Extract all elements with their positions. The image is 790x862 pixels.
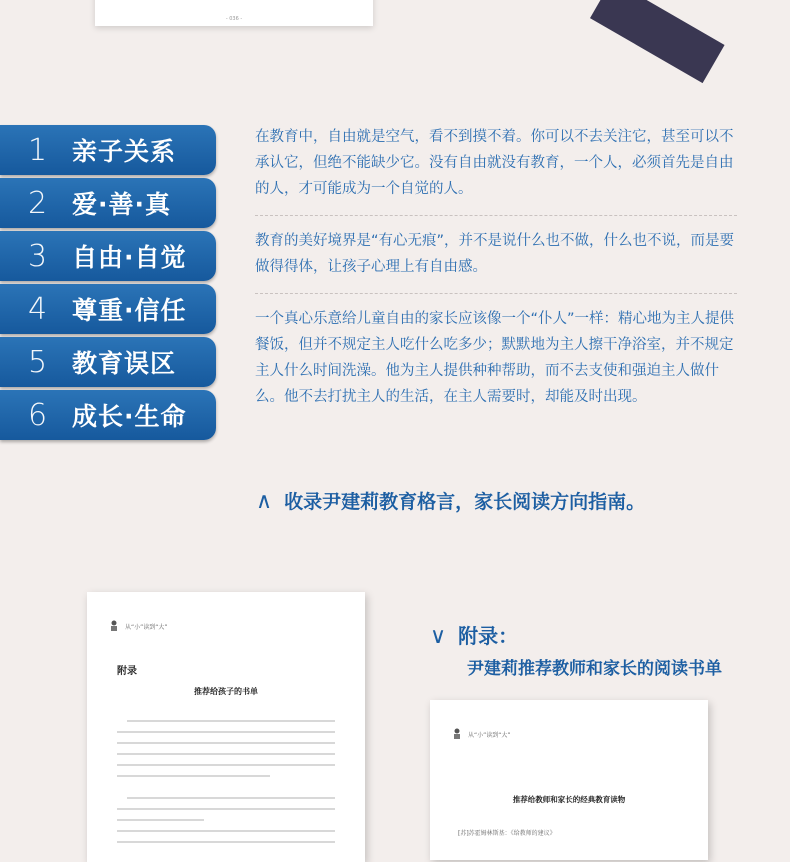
chapter-number: 5 (28, 344, 48, 380)
book-page-appendix (87, 592, 365, 862)
appendix-title: 附录： (458, 624, 519, 648)
chapter-number: 4 (28, 291, 48, 327)
chapter-tab-2 (0, 178, 216, 228)
quotes-panel (255, 124, 737, 410)
chapter-label: 尊重·信任 (72, 296, 187, 325)
chapter-label: 教育误区 (72, 349, 177, 378)
chapter-tab-4 (0, 284, 216, 334)
appendix-subtitle: 尹建莉推荐教师和家长的阅读书单 (467, 659, 722, 679)
caret-up-icon: ∧ (256, 489, 273, 514)
chapter-number: 2 (28, 185, 48, 221)
page-header-text: 从“小”读到“大” (125, 623, 168, 631)
chapter-label: 亲子关系 (72, 137, 177, 166)
reading-figure-icon (109, 620, 119, 632)
dashed-divider (255, 293, 737, 294)
book-entry: [苏]苏霍姆林斯基：《给教师的建议》 (458, 830, 556, 837)
chapter-label: 成长·生命 (72, 402, 187, 431)
dashed-divider (255, 215, 737, 216)
reading-figure-icon (452, 728, 462, 740)
chapter-tab-3 (0, 231, 216, 281)
appendix-heading (430, 620, 722, 679)
chapter-tab-6 (0, 390, 216, 440)
text-lines (117, 720, 335, 786)
chapter-label: 自由·自觉 (72, 243, 187, 272)
chapter-number: 1 (28, 132, 48, 168)
chapter-tabs (0, 125, 216, 443)
chapter-label: 爱·善·真 (72, 190, 171, 219)
chapter-tab-1 (0, 125, 216, 175)
chapter-tab-5 (0, 337, 216, 387)
chapter-number: 3 (28, 238, 48, 274)
quote-text: 教育的美好境界是“有心无痕”，并不是说什么也不做，什么也不说，而是要做得得体，让孩子心理上有自由感。 (255, 233, 735, 275)
chapter-number: 6 (28, 397, 48, 433)
quote-text: 在教育中，自由就是空气，看不到摸不着。你可以不去关注它，甚至可以不承认它，但绝不能缺少它。没有自由就没有教育，一个人，必须首先是自由的人，才可能成为一个自觉的人。 (255, 129, 734, 197)
page-subtitle: 推荐给孩子的书单 (194, 686, 258, 696)
book-page-top (95, 0, 373, 26)
caret-down-icon: ∨ (430, 624, 447, 649)
quote-text: 一个真心乐意给儿童自由的家长应该像一个“仆人”一样：精心地为主人提供餐饭，但并不规定主人吃什么吃多少；默默地为主人擦干净浴室，并不规定主人什么时间洗澡。他为主人提供种种帮助，而不去支使和强迫主人做什么。他不去打扰主人的生活，在主人需要时，却能及时出现。 (255, 311, 735, 405)
page-header (452, 728, 510, 740)
slogan (256, 487, 645, 514)
page-title: 附录 (117, 666, 137, 677)
page-number: - 036 - (225, 16, 243, 22)
page-header (109, 620, 167, 632)
slogan-text: 收录尹建莉教育格言，家长阅读方向指南。 (284, 491, 646, 513)
book-page-reading-list (430, 700, 708, 860)
page-title: 推荐给教师和家长的经典教育读物 (512, 795, 626, 804)
page-header-text: 从“小”读到“大” (468, 731, 511, 739)
decorative-bar (590, 0, 725, 83)
